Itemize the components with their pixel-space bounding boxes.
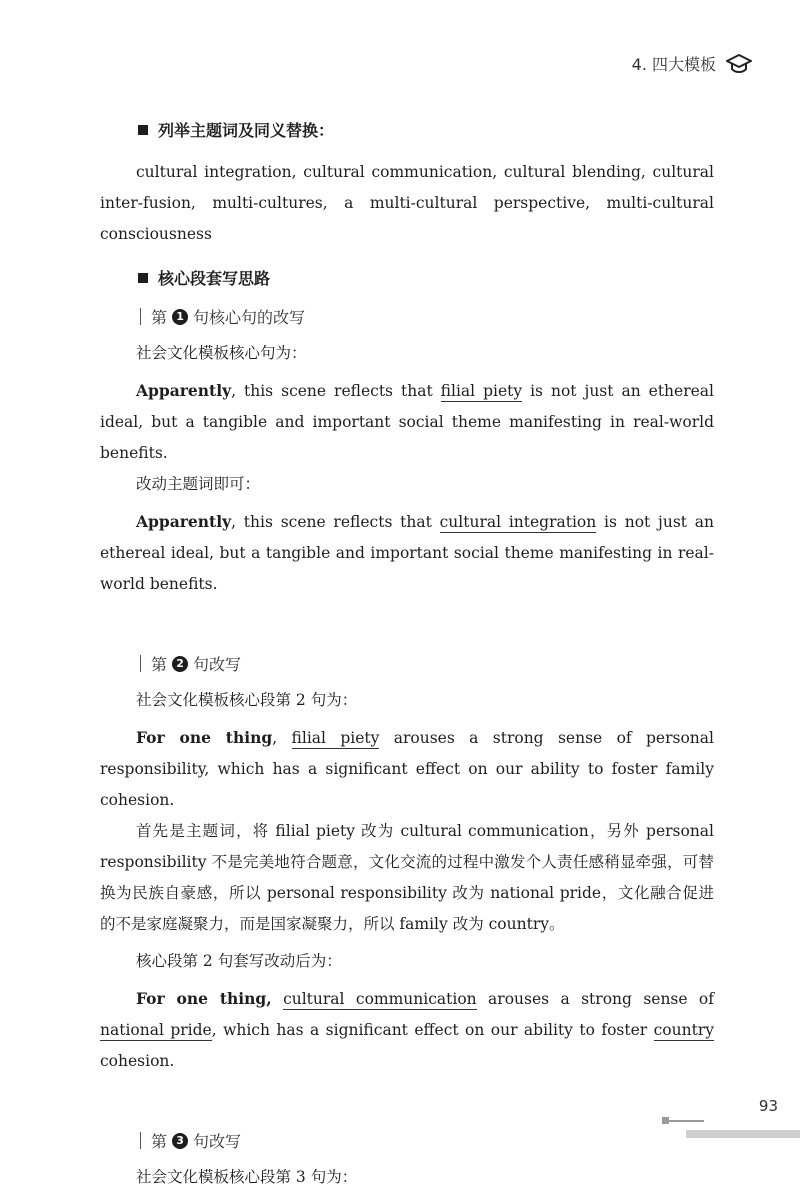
example-sentence: Apparently, this scene reflects that filial piety is not just an ethereal ideal, but a tangible and important social theme manifesting in real-world benefits. <box>100 381 714 462</box>
rewritten-sentence: Apparently, this scene reflects that cultural integration is not just an ethereal ideal, but a tangible and important social theme manifesting in real-world benefits. <box>100 512 714 593</box>
rewritten-sentence: For one thing, cultural communication arouses a strong sense of national pride, which has a significant effect on our ability to foster country cohesion. <box>100 989 715 1070</box>
subheading-sentence-3: 第 3 句改写 <box>140 1129 714 1152</box>
number-badge: 1 <box>172 309 188 325</box>
chapter-title: 4. 四大模板 <box>631 55 716 74</box>
section-heading: 核心段套写思路 <box>138 266 714 289</box>
graduation-cap-icon <box>726 54 752 74</box>
example-sentence: For one thing, filial piety arouses a strong sense of personal responsibility, which has a significant effect on our ability to foster family cohesion. <box>100 728 714 809</box>
explanation-paragraph: 首先是主题词，将 filial piety 改为 cultural communication，另外 personal responsibility 不是完美地符合题意，文化交流的过程中激发个人责任感稍显牵强，可替换为民族自豪感，所以 personal responsibility 改为 national pride，文化融合促进的不是家庭凝聚力，而是国家凝聚力，所以 family 改为 country。 <box>100 822 714 933</box>
intro-text: 社会文化模板核心段第 2 句为： <box>136 691 358 709</box>
subheading-sentence-1: 第 1 句核心句的改写 <box>140 305 714 328</box>
footer-ornament-line <box>662 1120 704 1122</box>
square-bullet-icon <box>138 273 148 283</box>
synonyms-paragraph: cultural integration, cultural communication, cultural blending, cultural inter-fusion, multi-cultures, a multi-cultural perspective, multi-cultural consciousness <box>100 163 714 243</box>
intro-text: 社会文化模板核心句为： <box>136 344 307 362</box>
page-content <box>100 118 714 1193</box>
intro-text: 社会文化模板核心段第 3 句为： <box>136 1168 358 1186</box>
subheading-sentence-2: 第 2 句改写 <box>140 652 714 675</box>
number-badge: 2 <box>172 656 188 672</box>
page-number: 93 <box>758 1097 778 1115</box>
section-heading: 列举主题词及同义替换： <box>138 118 714 141</box>
footer-bar <box>686 1130 800 1138</box>
square-bullet-icon <box>138 125 148 135</box>
note-text: 核心段第 2 句套写改动后为： <box>136 952 342 970</box>
note-text: 改动主题词即可： <box>136 475 261 493</box>
running-header <box>632 52 752 75</box>
number-badge: 3 <box>172 1133 188 1149</box>
